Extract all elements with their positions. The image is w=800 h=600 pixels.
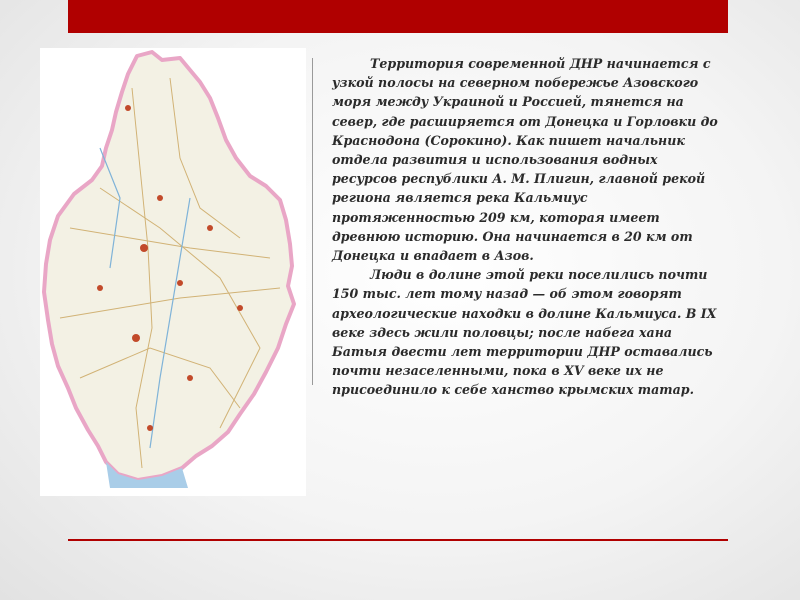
body-text bbox=[332, 54, 722, 400]
paragraph-2: Люди в долине этой реки поселились почти 150 тыс. лет тому назад — об этом говорят археологические находки в долине Кальмиуса. В IX веке здесь жили половцы; после набега хана Батыя двести лет территории ДНР оставались почти незаселенными, пока в XV веке их не присоединило к себе ханство крымских татар. bbox=[332, 267, 717, 398]
paragraph-1: Территория современной ДНР начинается с узкой полосы на северном побережье Азовского моря между Украиной и Россией, тянется на север, где расширяется от Донецка и Горловки до Краснодона (Сорокино). Как пишет начальник отдела развития и использования водных ресурсов республики А. М. Плигин, главной рекой региона является река Кальмиус протяженностью 209 км, которая имеет древнюю историю. Она начинается в 20 км от Донецка и впадает в Азов. bbox=[332, 56, 718, 264]
bottom-accent-rule bbox=[68, 539, 728, 541]
vertical-divider bbox=[312, 58, 313, 385]
region-outline bbox=[44, 52, 294, 480]
region-map-illustration bbox=[40, 48, 306, 496]
region-map-image bbox=[40, 48, 306, 496]
top-accent-bar bbox=[68, 0, 728, 33]
